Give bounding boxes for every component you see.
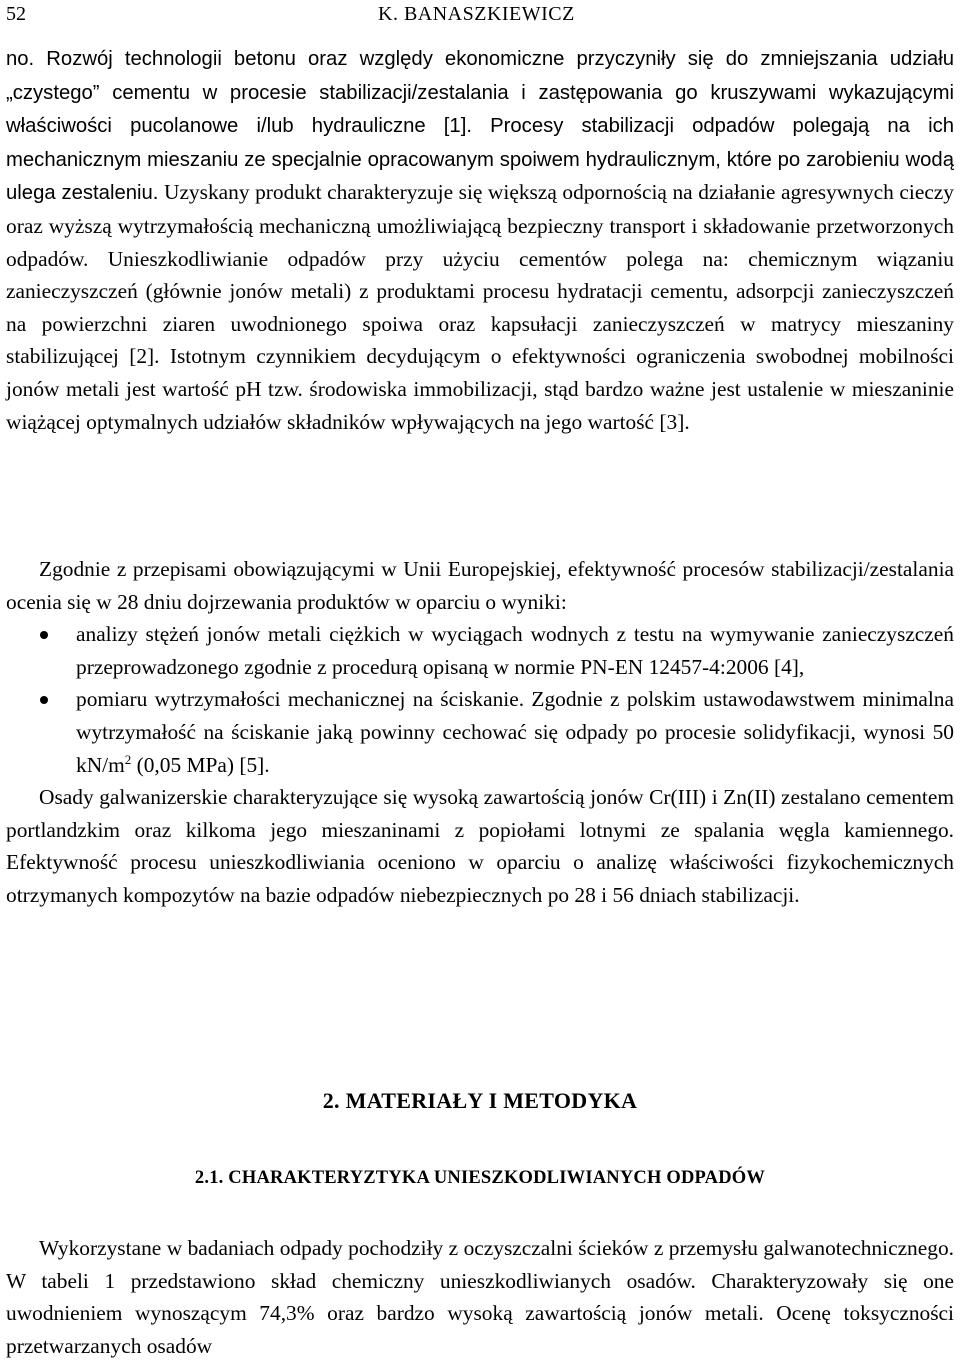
regulation-block <box>6 553 954 912</box>
continuation-paragraph <box>6 42 954 438</box>
section-title: 2. MATERIAŁY I METODYKA <box>322 1088 638 1113</box>
list-item <box>6 618 954 683</box>
continuation-text-serif: Uzyskany produkt charakteryzuje się większą odpornością na działanie agresywnych cieczy oraz wyższą wytrzymałością mechaniczną umożliwiającą bezpieczny transport i składowanie przetworzonych odpadów. Unieszkodliwianie odpadów przy użyciu cementów polega na: chemicznym wiązaniu zanieczyszczeń (głównie jonów metali) z produktami procesu hydratacji cementu, adsorpcji zanieczyszczeń na powierzchni ziaren uwodnionego spoiwa oraz kapsułacji zanieczyszczeń w matrycy mieszaniny stabilizującej [2]. Istotnym czynnikiem decydującym o efektywności ograniczenia swobodnej mobilności jonów metali jest wartość pH tzw. środowiska immobilizacji, stąd bardzo ważne jest ustalenie w mieszaninie wiążącej optymalnych udziałów składników wpływających na jego wartość [3]. <box>6 180 954 434</box>
list-item-text: pomiaru wytrzymałości mechanicznej na ściskanie. Zgodnie z polskim ustawodawstwem minimalna wytrzymałość na ściskanie jaką powinny cechować się odpady po procesie solidyfikacji, wynosi 50 kN/m <box>76 687 954 777</box>
bullet-icon <box>40 696 48 704</box>
list-item-text: analizy stężeń jonów metali ciężkich w wyciągach wodnych z testu na wymywanie zanieczyszczeń przeprowadzonego zgodnie z procedurą opisaną w normie PN-EN 12457-4:2006 [4], <box>76 622 954 679</box>
materials-block <box>6 1232 954 1362</box>
page-number: 52 <box>6 3 26 25</box>
superscript-exponent: 2 <box>124 751 132 767</box>
running-head: K. BANASZKIEWICZ <box>378 3 575 25</box>
sludge-paragraph: Osady galwanizerskie charakteryzujące się wysoką zawartością jonów Cr(III) i Zn(II) zestalano cementem portlandzkim oraz kilkoma jego mieszaninami z popiołami lotnymi ze spalania węgla kamiennego. Efektywność procesu unieszkodliwiania oceniono w oparciu o analizę właściwości fizykochemicznych otrzymanych kompozytów na bazie odpadów niebezpiecznych po 28 i 56 dniach stabilizacji. <box>6 785 954 907</box>
bullet-icon <box>40 631 48 639</box>
regulation-paragraph: Zgodnie z przepisami obowiązującymi w Unii Europejskiej, efektywność procesów stabilizacji/zestalania ocenia się w 28 dniu dojrzewania produktów w oparciu o wyniki: <box>6 557 954 614</box>
continuation-text-sans: no. Rozwój technologii betonu oraz względy ekonomiczne przyczyniły się do zmniejszania udziału „czystego” cementu w procesie stabilizacji/zestalania i zastępowania go kruszywami wykazującymi właściwości pucolanowe i/lub hydrauliczne [1]. Procesy stabilizacji odpadów polegają na ich mechanicznym mieszaniu ze specjalnie opracowanym spoiwem hydraulicznym, które po zarobieniu wodą ulega zestaleniu. <box>6 48 954 205</box>
requirements-list <box>6 618 954 781</box>
page <box>6 0 954 1358</box>
materials-paragraph: Wykorzystane w badaniach odpady pochodziły z oczyszczalni ścieków z przemysłu galwanotechnicznego. W tabeli 1 przedstawiono skład chemiczny unieszkodliwianych osadów. Charakteryzowały się one uwodnieniem wynoszącym 74,3% oraz bardzo wysoką zawartością jonów metali. Ocenę toksyczności przetwarzanych osadów <box>6 1236 954 1358</box>
list-item <box>6 683 954 781</box>
page-header <box>6 0 954 40</box>
subsection-title: 2.1. CHARAKTERYZTYKA UNIESZKODLIWIANYCH ODPADÓW <box>194 1168 766 1188</box>
list-item-text-tail: (0,05 MPa) [5]. <box>131 752 270 777</box>
